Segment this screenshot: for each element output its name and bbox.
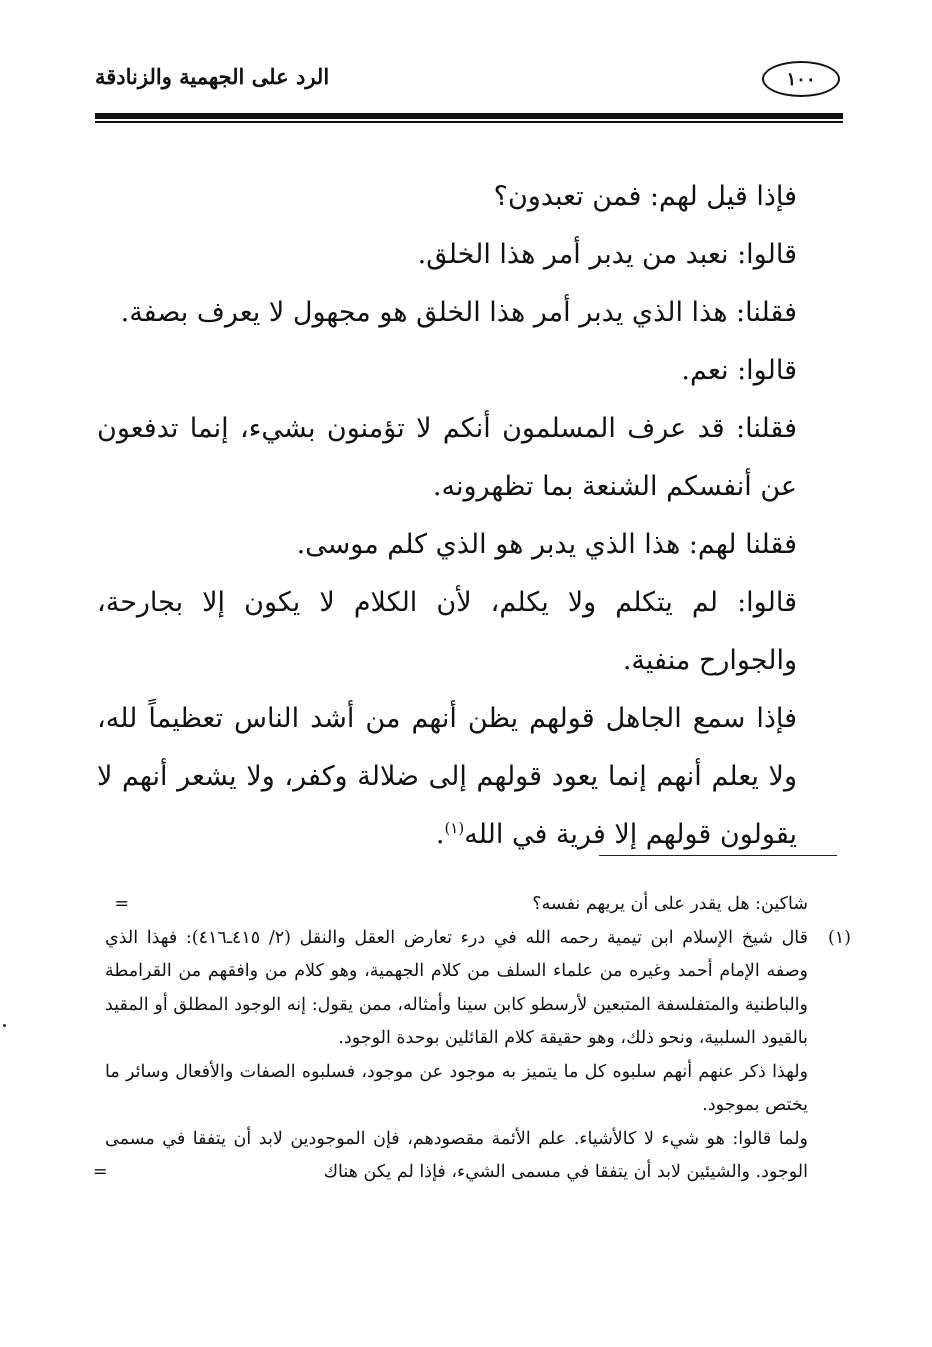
running-title: الرد على الجهمية والزنادقة — [95, 64, 330, 89]
footnotes — [93, 888, 851, 1190]
page-number-badge — [762, 61, 840, 97]
footnote-marker: (١) — [827, 927, 851, 948]
footnote-1-paragraph — [105, 1056, 845, 1123]
paragraph: قالوا: نعبد من يدبر أمر هذا الخلق. — [417, 239, 797, 270]
footnote-separator — [599, 855, 837, 856]
header-rule-thin — [95, 121, 843, 123]
paragraph: فإذا قيل لهم: فمن تعبدون؟ — [493, 181, 797, 212]
paragraph-with-footnote — [97, 690, 843, 864]
scan-margin-speck — [3, 1024, 6, 1027]
footnote-text: ولما قالوا: هو شيء لا كالأشياء. علم الأئمة مقصودهم، فإن الموجودين لابد أن يتفقا في مسمى الوجود. والشيئين لابد أن يتفقا في مسمى الشيء، فإذا لم يكن هناك — [105, 1128, 808, 1182]
footnote-text: شاكين: هل يقدر على أن يريهم نفسه؟ — [532, 894, 808, 914]
paragraph: فقلنا لهم: هذا الذي يدبر هو الذي كلم موسى. — [296, 529, 797, 560]
footnote-continuation — [105, 888, 845, 922]
footnote-1 — [105, 922, 851, 1056]
paragraph: قالوا: نعم. — [681, 355, 797, 386]
footnote-1-paragraph — [93, 1123, 845, 1190]
paragraph: قالوا: لم يتكلم ولا يكلم، لأن الكلام لا يكون إلا بجارحة، والجوارح منفية. — [97, 587, 797, 676]
footnote-reference[interactable]: (١) — [444, 819, 465, 837]
continuation-marker: = — [114, 894, 129, 914]
main-text — [97, 168, 843, 864]
page-number: ١٠٠ — [786, 68, 816, 90]
paragraph: فقلنا: قد عرف المسلمون أنكم لا تؤمنون بشيء، إنما تدفعون عن أنفسكم الشنعة بما تظهرونه. — [97, 413, 797, 502]
paragraph-end-period: . — [435, 819, 445, 850]
footnote-text: ولهذا ذكر عنهم أنهم سلبوه كل ما يتميز به موجود عن موجود، فسلبوه الصفات والأفعال وسائر ما يختص بموجود. — [105, 1061, 808, 1115]
header-rule-thick — [95, 113, 843, 119]
paragraph: فقلنا: هذا الذي يدبر أمر هذا الخلق هو مجهول لا يعرف بصفة. — [120, 297, 797, 328]
footnote-text: قال شيخ الإسلام ابن تيمية رحمه الله في درء تعارض العقل والنقل (٢/ ٤١٥ـ٤١٦): فهذا الذي وصفه الإمام أحمد وغيره من علماء السلف من كلام الجهمية، وهو كلام من وافقهم من القرامطة والباطنية والمتفلسفة المتبعين لأرسطو كابن سينا وأمثاله، ممن يقول: إنه الوجود المطلق أو المقيد بالقيود السلبية، ونحو ذلك، وهو حقيقة كلام القائلين بوحدة الوجود. — [105, 927, 809, 1048]
continuation-marker-end: = — [93, 1162, 108, 1182]
paragraph-text: فإذا سمع الجاهل قولهم يظن أنهم من أشد الناس تعظيماً لله، ولا يعلم أنهم إنما يعود قولهم إلى ضلالة وكفر، ولا يشعر أنهم لا يقولون قولهم إلا فرية في الله — [97, 703, 797, 850]
page-header — [95, 58, 840, 108]
